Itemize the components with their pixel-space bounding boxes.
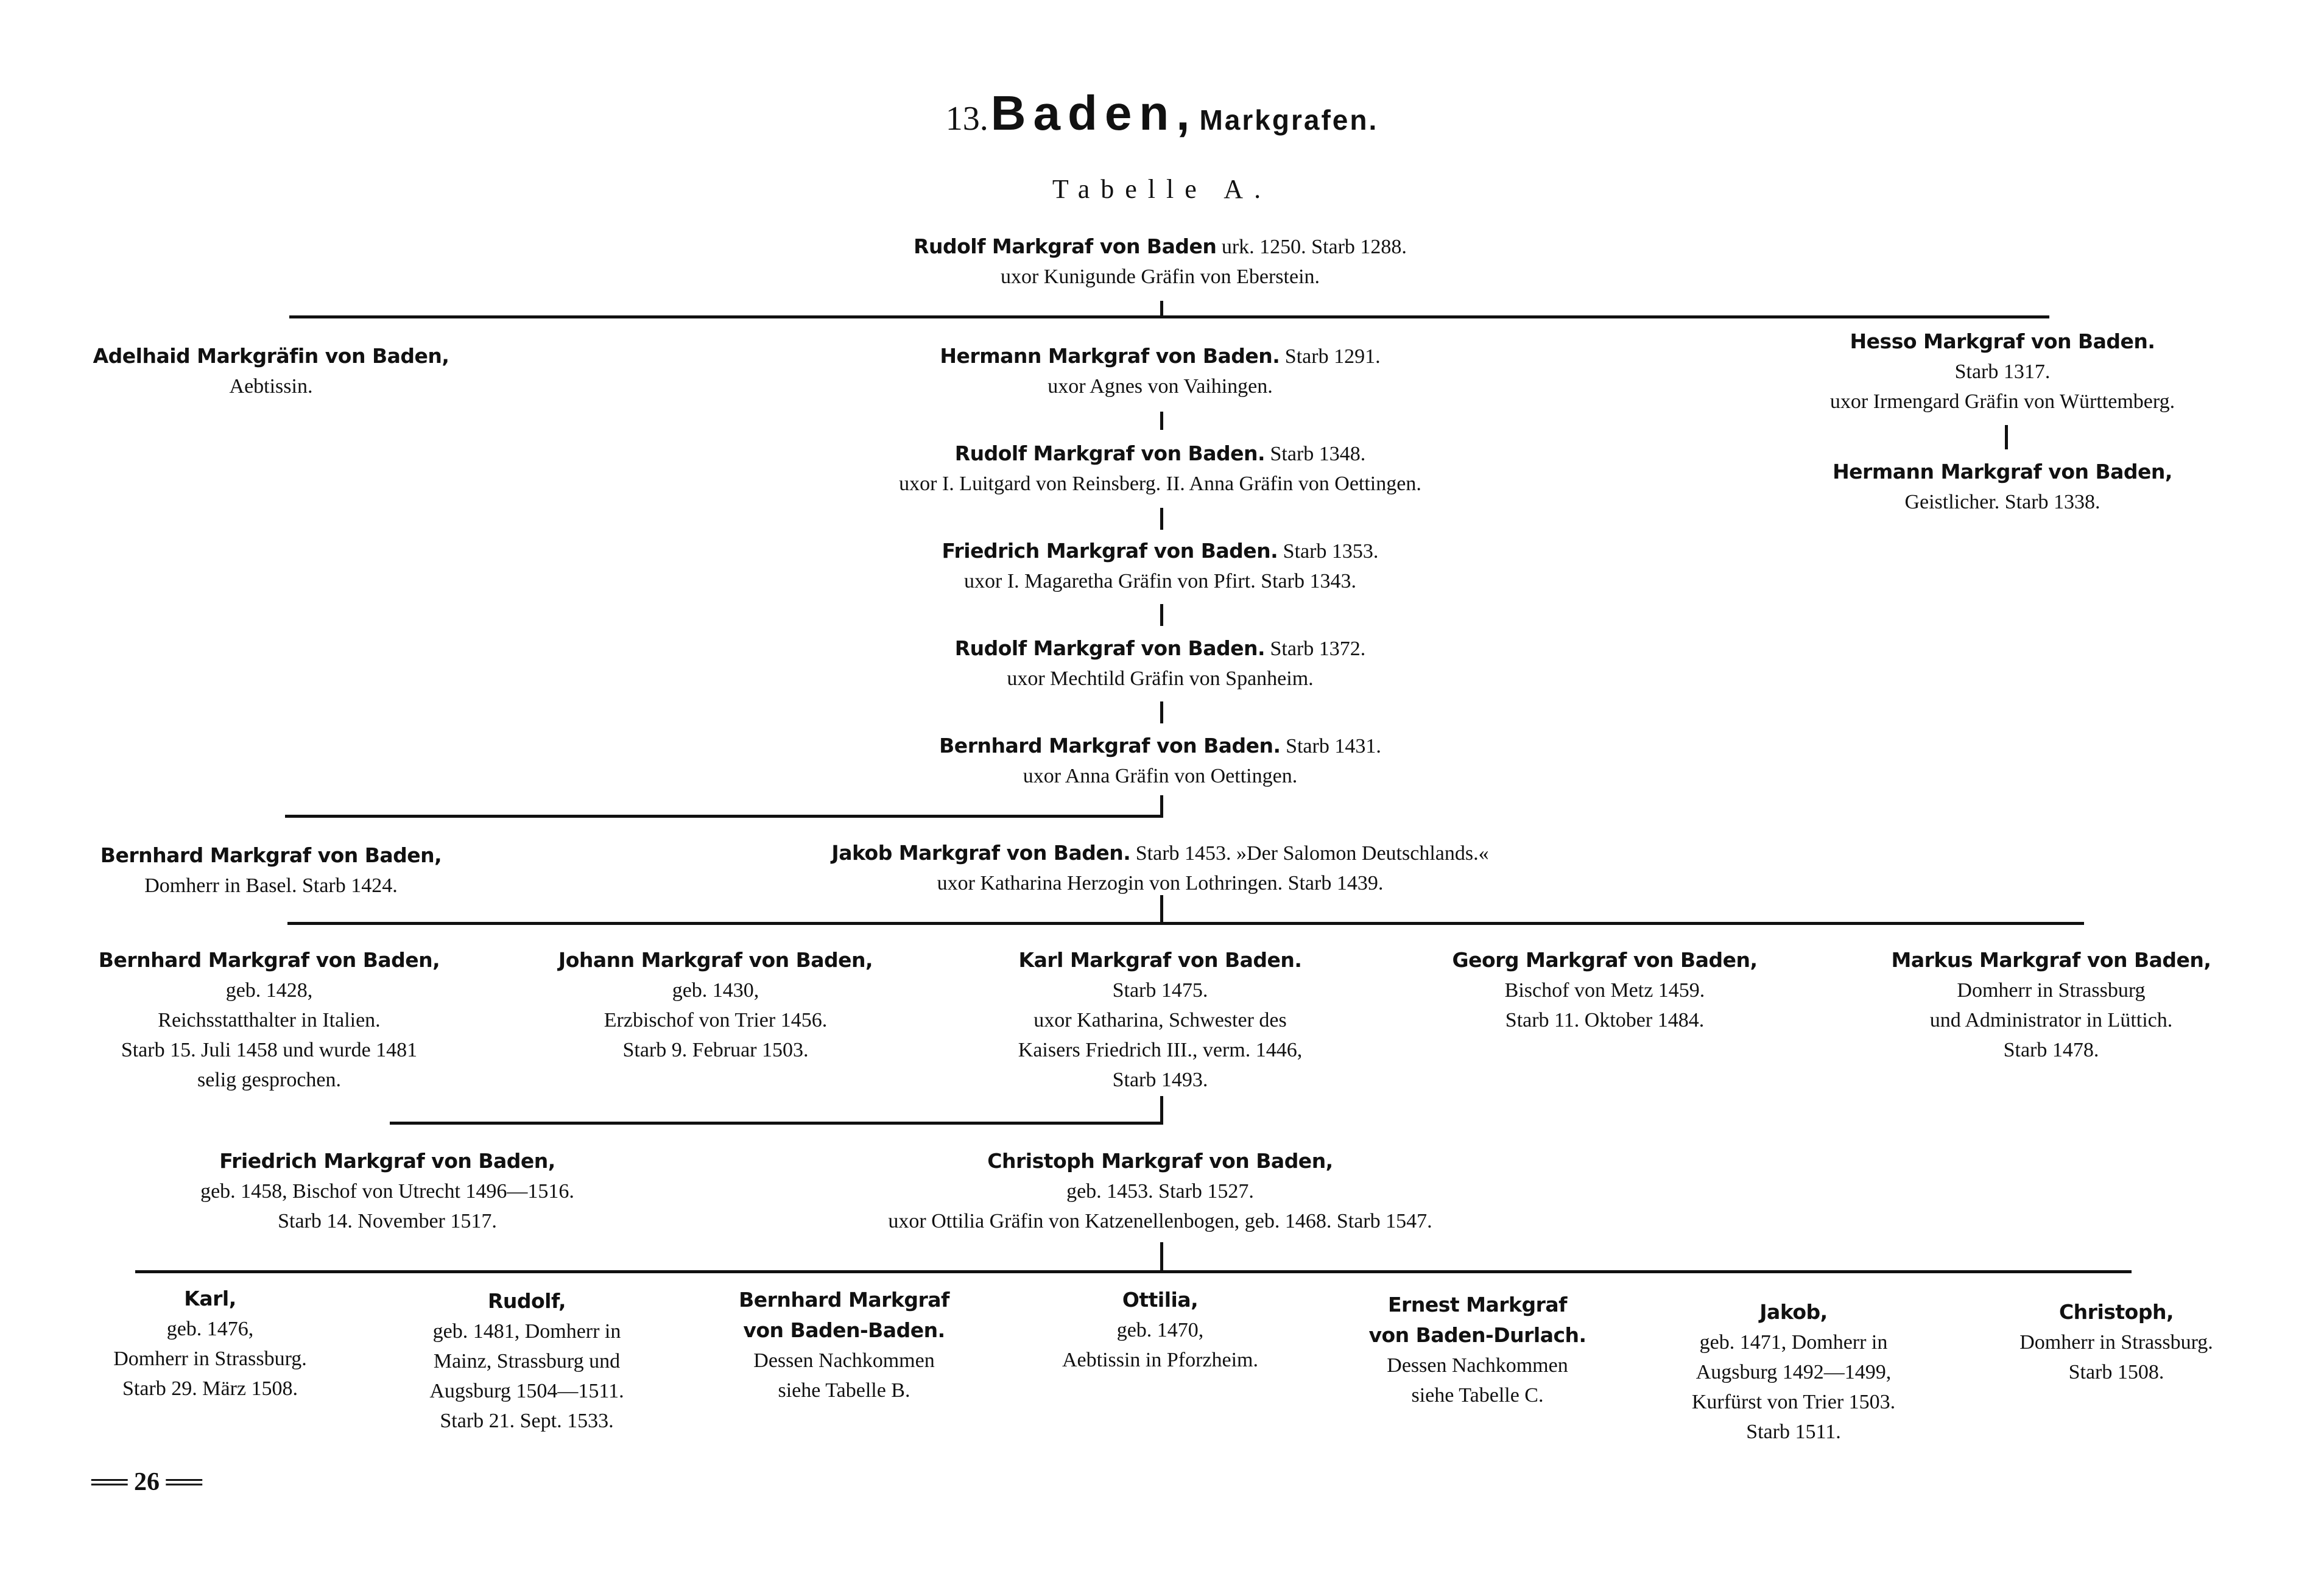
person-name: Johann Markgraf von Baden, — [558, 948, 873, 972]
person-name: Christoph, — [2058, 1300, 2174, 1324]
entry-line — [955, 664, 1366, 694]
person-detail: Domherr in Strassburg — [1957, 979, 2146, 1002]
person-detail: Starb 9. Februar 1503. — [622, 1039, 809, 1061]
person-detail: geb. 1476, — [166, 1318, 254, 1340]
entry-line — [1368, 1380, 1586, 1410]
person-name: Bernhard Markgraf von Baden, — [98, 948, 440, 972]
person-georg — [1452, 945, 1758, 1035]
entry-line — [1018, 1065, 1302, 1095]
person-name: Jakob Markgraf von Baden. — [831, 841, 1131, 865]
person-friedrich-1517 — [200, 1146, 574, 1236]
person-rudolf-1372 — [955, 633, 1366, 694]
person-detail: Starb 1493. — [1112, 1069, 1208, 1091]
person-hermann-1338 — [1833, 457, 2172, 517]
person-detail: uxor Agnes von Vaihingen. — [1048, 375, 1273, 398]
person-rudolf-1288 — [914, 231, 1407, 292]
entry-line — [113, 1314, 307, 1344]
title-main: Baden, — [990, 86, 1197, 140]
entry-line — [2019, 1297, 2213, 1327]
entry-line — [739, 1315, 949, 1346]
entry-line — [1692, 1357, 1895, 1387]
person-detail: Starb 1317. — [1954, 360, 2051, 383]
person-karl-1508 — [113, 1284, 307, 1404]
person-johann — [558, 945, 873, 1065]
person-detail: und Administrator in Lüttich. — [1929, 1009, 2173, 1032]
entry-line — [429, 1406, 624, 1436]
entry-line — [1062, 1285, 1258, 1315]
entry-line — [1368, 1320, 1586, 1351]
person-detail: geb. 1430, — [672, 979, 759, 1002]
person-detail: Augsburg 1492—1499, — [1695, 1361, 1892, 1383]
connector-gen7 — [285, 815, 1163, 818]
person-markus — [1892, 945, 2211, 1065]
person-rudolf-1348 — [899, 438, 1421, 499]
connector-stem — [1160, 301, 1163, 317]
person-name: Bernhard Markgraf — [739, 1288, 949, 1312]
person-detail: Starb 1372. — [1270, 638, 1366, 660]
entry-line — [429, 1346, 624, 1376]
page-title — [0, 85, 2324, 141]
person-name: Rudolf Markgraf von Baden. — [954, 441, 1266, 465]
person-detail: Domherr in Strassburg. — [2019, 1331, 2213, 1354]
connector-stem — [1160, 508, 1163, 530]
entry-line — [914, 231, 1407, 262]
person-detail: Kurfürst von Trier 1503. — [1691, 1391, 1896, 1413]
entry-line — [1830, 357, 2175, 387]
person-detail: siehe Tabelle B. — [778, 1379, 910, 1402]
entry-line — [113, 1284, 307, 1314]
person-detail: Starb 1511. — [1746, 1421, 1841, 1443]
person-name: Georg Markgraf von Baden, — [1452, 948, 1758, 972]
person-detail: geb. 1428, — [225, 979, 313, 1002]
connector-gen2 — [289, 315, 2049, 318]
person-detail: uxor Kunigunde Gräfin von Eberstein. — [1000, 265, 1320, 288]
entry-line — [99, 975, 440, 1005]
person-detail: selig gesprochen. — [197, 1069, 342, 1091]
entry-line — [939, 731, 1381, 761]
person-christoph-1508 — [2019, 1297, 2213, 1387]
entry-line — [100, 871, 442, 901]
person-detail: Reichsstatthalter in Italien. — [158, 1009, 381, 1032]
person-detail: Dessen Nachkommen — [753, 1349, 935, 1372]
entry-line — [1018, 1035, 1302, 1065]
entry-line — [113, 1344, 307, 1374]
entry-line — [739, 1346, 949, 1376]
person-detail: Starb 11. Oktober 1484. — [1505, 1009, 1705, 1032]
entry-line — [1062, 1345, 1258, 1375]
person-christoph-1527 — [888, 1146, 1432, 1236]
person-detail: uxor Anna Gräfin von Oettingen. — [1023, 765, 1298, 787]
person-detail: geb. 1453. Starb 1527. — [1066, 1180, 1254, 1203]
entry-line — [1452, 975, 1758, 1005]
entry-line — [1892, 1035, 2211, 1065]
person-detail: Starb 14. November 1517. — [278, 1210, 497, 1232]
person-detail: Kaisers Friedrich III., verm. 1446, — [1018, 1039, 1303, 1061]
connector-stem — [1160, 795, 1163, 817]
entry-line — [429, 1286, 624, 1316]
person-name: Karl, — [184, 1287, 236, 1310]
entry-line — [113, 1374, 307, 1404]
person-rudolf-1533 — [429, 1286, 624, 1436]
entry-line — [1833, 487, 2172, 517]
person-detail: Starb 15. Juli 1458 und wurde 1481 — [121, 1039, 418, 1061]
entry-line — [939, 761, 1381, 791]
person-detail: uxor Irmengard Gräfin von Württemberg. — [1829, 390, 2175, 413]
person-detail: uxor Mechtild Gräfin von Spanheim. — [1007, 667, 1314, 690]
person-detail: uxor Katharina Herzogin von Lothringen. Starb 1439. — [937, 872, 1384, 894]
person-name: Jakob, — [1759, 1300, 1828, 1324]
person-detail: Starb 29. März 1508. — [122, 1377, 298, 1400]
person-name: Hermann Markgraf von Baden. — [940, 344, 1280, 368]
entry-line — [100, 840, 442, 871]
person-name: Christoph Markgraf von Baden, — [987, 1149, 1333, 1173]
connector-stem — [1160, 701, 1163, 723]
entry-line — [1830, 326, 2175, 357]
entry-line — [1692, 1297, 1895, 1327]
connector-gen8 — [287, 922, 2084, 925]
entry-line — [1018, 975, 1302, 1005]
person-name: Hesso Markgraf von Baden. — [1850, 329, 2155, 353]
person-detail: Starb 21. Sept. 1533. — [440, 1410, 614, 1432]
entry-line — [558, 1035, 873, 1065]
person-hermann-1291 — [940, 341, 1380, 401]
title-number: 13. — [945, 100, 988, 138]
person-name: Hermann Markgraf von Baden, — [1833, 460, 2172, 483]
entry-line — [2019, 1357, 2213, 1387]
person-detail: Aebtissin. — [229, 375, 313, 398]
person-jakob-1511 — [1692, 1297, 1895, 1447]
person-detail: Starb 1353. — [1283, 540, 1379, 563]
person-detail: Starb 1475. — [1112, 979, 1208, 1002]
person-bernhard-1458 — [99, 945, 440, 1095]
person-detail: uxor Ottilia Gräfin von Katzenellenbogen, geb. 1468. Starb 1547. — [888, 1210, 1432, 1232]
person-detail: Starb 1478. — [2003, 1039, 2099, 1061]
person-name: Bernhard Markgraf von Baden, — [100, 843, 442, 867]
entry-line — [1692, 1387, 1895, 1417]
entry-line — [1018, 945, 1302, 975]
person-adelhaid — [93, 341, 449, 401]
entry-line — [99, 1035, 440, 1065]
person-detail: Aebtissin in Pforzheim. — [1062, 1349, 1259, 1371]
entry-line — [1368, 1351, 1586, 1380]
connector-stem — [1160, 412, 1163, 430]
person-ottilia — [1062, 1285, 1258, 1375]
entry-line — [942, 566, 1379, 596]
entry-line — [99, 945, 440, 975]
entry-line — [1692, 1327, 1895, 1357]
entry-line — [1892, 945, 2211, 975]
person-friedrich-1353 — [942, 536, 1379, 596]
person-name: Rudolf Markgraf von Baden — [914, 234, 1217, 258]
entry-line — [899, 438, 1421, 469]
person-name: Karl Markgraf von Baden. — [1018, 948, 1302, 972]
person-name: Ottilia, — [1122, 1288, 1199, 1312]
table-label: Tabelle A. — [1052, 174, 1272, 204]
entry-line — [200, 1146, 574, 1176]
person-detail: Starb 1291. — [1284, 345, 1381, 368]
person-detail: Starb 1508. — [2068, 1361, 2164, 1383]
entry-line — [200, 1176, 574, 1206]
person-detail: Domherr in Strassburg. — [113, 1348, 307, 1370]
entry-line — [1452, 1005, 1758, 1035]
person-detail: uxor Katharina, Schwester des — [1033, 1009, 1287, 1032]
entry-line — [558, 975, 873, 1005]
entry-line — [899, 469, 1421, 499]
entry-line — [831, 868, 1488, 898]
person-hesso — [1830, 326, 2175, 416]
person-bernhard-baden-baden — [739, 1285, 949, 1405]
connector-gen9 — [390, 1122, 1163, 1125]
person-detail: geb. 1481, Domherr in — [432, 1320, 621, 1343]
entry-line — [1062, 1315, 1258, 1345]
entry-line — [940, 341, 1380, 371]
entry-line — [1892, 1005, 2211, 1035]
entry-line — [940, 371, 1380, 401]
person-jakob-1453 — [831, 838, 1488, 898]
person-detail: Starb 1431. — [1286, 735, 1381, 757]
entry-line — [429, 1316, 624, 1346]
title-sub: Markgrafen. — [1199, 104, 1379, 136]
entry-line — [739, 1285, 949, 1315]
entry-line — [955, 633, 1366, 664]
person-name: Friedrich Markgraf von Baden. — [942, 539, 1278, 563]
entry-line — [831, 838, 1488, 868]
entry-line — [558, 945, 873, 975]
person-ernest-baden-durlach — [1368, 1290, 1586, 1410]
person-detail: Erzbischof von Trier 1456. — [604, 1009, 828, 1032]
entry-line — [739, 1376, 949, 1405]
connector-stem — [1160, 1096, 1163, 1124]
person-name: Rudolf, — [487, 1289, 566, 1313]
connector-stem — [1160, 895, 1163, 924]
person-detail: geb. 1471, Domherr in — [1699, 1331, 1888, 1354]
entry-line — [888, 1146, 1432, 1176]
entry-line — [1833, 457, 2172, 487]
entry-line — [93, 341, 449, 371]
person-name: Ernest Markgraf — [1388, 1293, 1567, 1316]
person-name: Markus Markgraf von Baden, — [1891, 948, 2211, 972]
entry-line — [1692, 1417, 1895, 1447]
person-detail: geb. 1458, Bischof von Utrecht 1496—1516. — [200, 1180, 574, 1203]
entry-line — [1018, 1005, 1302, 1035]
entry-line — [93, 371, 449, 401]
entry-line — [2019, 1327, 2213, 1357]
person-name: Bernhard Markgraf von Baden. — [939, 734, 1281, 757]
person-detail: urk. 1250. Starb 1288. — [1221, 236, 1407, 258]
entry-line — [99, 1065, 440, 1095]
entry-line — [1368, 1290, 1586, 1320]
entry-line — [99, 1005, 440, 1035]
person-detail: Mainz, Strassburg und — [433, 1350, 621, 1372]
entry-line — [942, 536, 1379, 566]
entry-line — [200, 1206, 574, 1236]
person-name: von Baden-Durlach. — [1368, 1323, 1586, 1347]
person-detail: Augsburg 1504—1511. — [429, 1380, 624, 1402]
entry-line — [1452, 945, 1758, 975]
connector-stem — [1160, 1242, 1163, 1271]
person-karl-1475 — [1018, 945, 1302, 1095]
entry-line — [1892, 975, 2211, 1005]
person-detail: geb. 1470, — [1116, 1319, 1204, 1341]
entry-line — [429, 1376, 624, 1406]
person-detail: siehe Tabelle C. — [1411, 1384, 1544, 1407]
person-detail: uxor I. Magaretha Gräfin von Pfirt. Starb 1343. — [964, 570, 1356, 592]
person-name: Adelhaid Markgräfin von Baden, — [93, 344, 449, 368]
entry-line — [914, 262, 1407, 292]
person-bernhard-1424 — [100, 840, 442, 901]
person-detail: Geistlicher. Starb 1338. — [1904, 491, 2100, 513]
entry-line — [888, 1176, 1432, 1206]
person-name: Rudolf Markgraf von Baden. — [954, 636, 1266, 660]
person-detail: Bischof von Metz 1459. — [1504, 979, 1705, 1002]
entry-line — [1830, 387, 2175, 416]
person-detail: Domherr in Basel. Starb 1424. — [144, 874, 398, 897]
connector-stem — [1160, 604, 1163, 626]
person-name: von Baden-Baden. — [743, 1318, 945, 1342]
connector-stem — [2005, 425, 2008, 449]
person-detail: Dessen Nachkommen — [1387, 1354, 1568, 1377]
entry-line — [558, 1005, 873, 1035]
person-detail: uxor I. Luitgard von Reinsberg. II. Anna Gräfin von Oettingen. — [899, 473, 1421, 495]
person-name: Friedrich Markgraf von Baden, — [219, 1149, 555, 1173]
entry-line — [888, 1206, 1432, 1236]
person-detail: Starb 1348. — [1270, 443, 1366, 465]
connector-gen10 — [135, 1270, 2132, 1273]
person-bernhard-1431 — [939, 731, 1381, 791]
page-number: ══ 26 ══ — [91, 1468, 203, 1496]
person-detail: Starb 1453. »Der Salomon Deutschlands.« — [1135, 842, 1489, 865]
